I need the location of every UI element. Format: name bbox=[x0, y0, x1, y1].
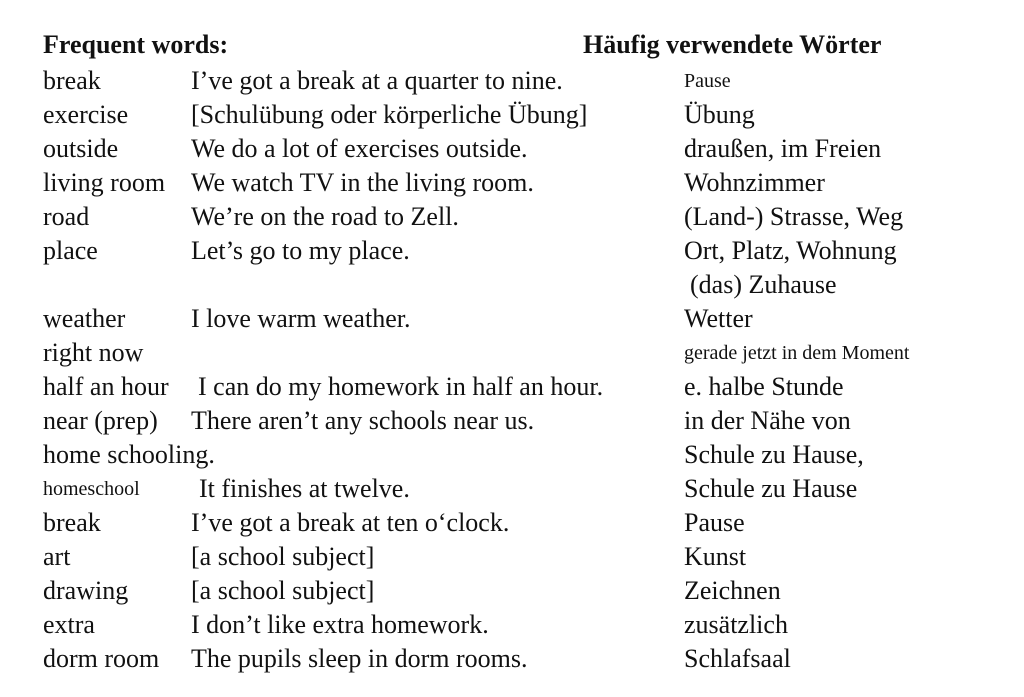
heading-german: Häufig verwendete Wörter bbox=[583, 30, 882, 59]
vocab-row bbox=[0, 132, 1024, 166]
example-sentence: We watch TV in the living room. bbox=[191, 168, 534, 197]
german-translation: Schule zu Hause, bbox=[684, 440, 864, 469]
vocab-row bbox=[0, 608, 1024, 642]
vocab-row bbox=[0, 98, 1024, 132]
vocab-row bbox=[0, 404, 1024, 438]
german-translation: in der Nähe von bbox=[684, 406, 851, 435]
vocab-row bbox=[0, 370, 1024, 404]
english-word: dorm room bbox=[43, 644, 160, 673]
vocab-row bbox=[0, 438, 1024, 472]
german-translation: e. halbe Stunde bbox=[684, 372, 844, 401]
german-translation: Schule zu Hause bbox=[684, 474, 858, 503]
vocab-row bbox=[0, 268, 1024, 302]
english-word: homeschool bbox=[43, 478, 140, 500]
vocab-row bbox=[0, 540, 1024, 574]
vocab-row bbox=[0, 166, 1024, 200]
vocab-row bbox=[0, 200, 1024, 234]
english-word: near (prep) bbox=[43, 406, 158, 435]
example-sentence: We’re on the road to Zell. bbox=[191, 202, 459, 231]
english-word: break bbox=[43, 66, 101, 95]
english-word: outside bbox=[43, 134, 119, 163]
english-word: place bbox=[43, 236, 98, 265]
vocab-row bbox=[0, 506, 1024, 540]
german-translation: Ort, Platz, Wohnung bbox=[684, 236, 897, 265]
example-sentence: I can do my homework in half an hour. bbox=[198, 372, 604, 401]
english-word: drawing bbox=[43, 576, 129, 605]
example-sentence: I love warm weather. bbox=[191, 304, 411, 333]
english-word: extra bbox=[43, 610, 95, 639]
vocab-row bbox=[0, 234, 1024, 268]
example-sentence: [Schulübung oder körperliche Übung] bbox=[191, 100, 588, 129]
vocab-row bbox=[0, 302, 1024, 336]
example-sentence: Let’s go to my place. bbox=[191, 236, 410, 265]
german-translation: draußen, im Freien bbox=[684, 134, 882, 163]
example-sentence: [a school subject] bbox=[191, 542, 375, 571]
english-word: weather bbox=[43, 304, 126, 333]
german-translation: Schlafsaal bbox=[684, 644, 791, 673]
vocab-row bbox=[0, 574, 1024, 608]
german-translation: Wohnzimmer bbox=[684, 168, 825, 197]
german-translation: (Land-) Strasse, Weg bbox=[684, 202, 904, 231]
german-translation: Wetter bbox=[684, 304, 753, 333]
german-translation: Pause bbox=[684, 508, 745, 537]
vocab-row bbox=[0, 642, 1024, 676]
vocab-row bbox=[0, 64, 1024, 98]
english-word: break bbox=[43, 508, 101, 537]
german-translation: Kunst bbox=[684, 542, 747, 571]
german-translation: Pause bbox=[684, 70, 731, 92]
english-word: exercise bbox=[43, 100, 129, 129]
english-word: living room bbox=[43, 168, 166, 197]
example-sentence: [a school subject] bbox=[191, 576, 375, 605]
german-translation: Übung bbox=[684, 100, 755, 129]
german-translation: zusätzlich bbox=[684, 610, 788, 639]
example-sentence: The pupils sleep in dorm rooms. bbox=[191, 644, 528, 673]
heading-english: Frequent words: bbox=[43, 30, 229, 59]
example-sentence: We do a lot of exercises outside. bbox=[191, 134, 528, 163]
english-word: half an hour bbox=[43, 372, 169, 401]
example-sentence: I don’t like extra homework. bbox=[191, 610, 489, 639]
english-word: home schooling. bbox=[43, 440, 215, 469]
example-sentence: I’ve got a break at ten o‘clock. bbox=[191, 508, 510, 537]
example-sentence: It finishes at twelve. bbox=[199, 474, 410, 503]
vocab-row bbox=[0, 336, 1024, 370]
example-sentence: There aren’t any schools near us. bbox=[191, 406, 535, 435]
english-word: art bbox=[43, 542, 71, 571]
vocab-row bbox=[0, 472, 1024, 506]
english-word: road bbox=[43, 202, 90, 231]
german-translation: (das) Zuhause bbox=[690, 270, 837, 299]
english-word: right now bbox=[43, 338, 144, 367]
example-sentence: I’ve got a break at a quarter to nine. bbox=[191, 66, 563, 95]
german-translation: gerade jetzt in dem Moment bbox=[684, 342, 910, 364]
german-translation: Zeichnen bbox=[684, 576, 781, 605]
